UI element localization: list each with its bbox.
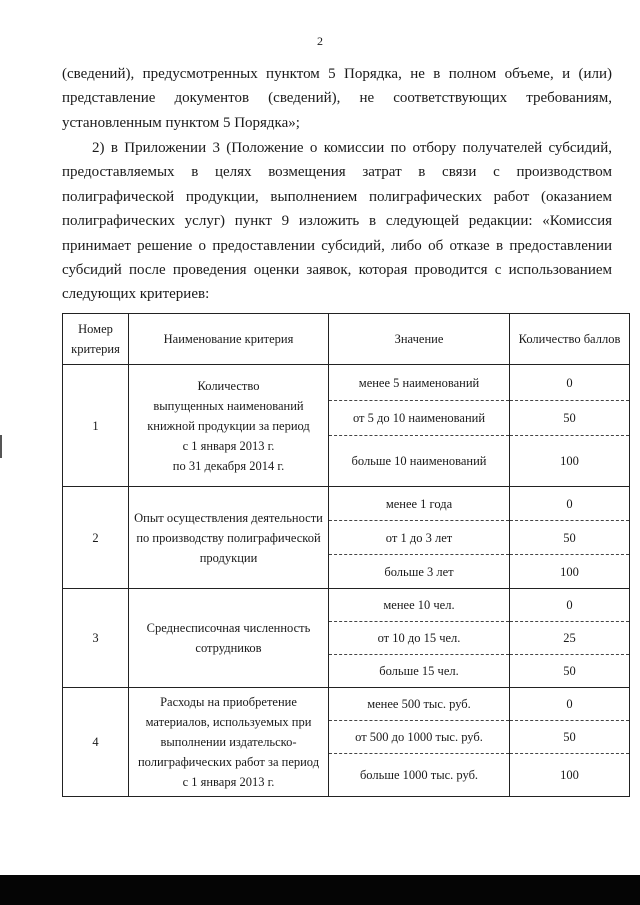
table-body bbox=[63, 365, 630, 797]
page-number: 2 bbox=[317, 34, 323, 48]
criterion-number: 2 bbox=[63, 487, 129, 589]
score-list bbox=[510, 589, 629, 687]
header-name: Наименование критерия bbox=[129, 314, 329, 365]
criterion-value: от 500 до 1000 тыс. руб. bbox=[329, 721, 509, 754]
criterion-score: 0 bbox=[510, 589, 629, 622]
criterion-value: менее 10 чел. bbox=[329, 589, 509, 622]
criterion-name-line: продукции bbox=[199, 550, 258, 565]
score-cell bbox=[510, 589, 630, 688]
paragraph-1 bbox=[62, 62, 612, 135]
criterion-number: 3 bbox=[63, 589, 129, 688]
criterion-name bbox=[129, 589, 329, 688]
value-list bbox=[329, 487, 509, 588]
criterion-name bbox=[129, 487, 329, 589]
criterion-score: 100 bbox=[560, 768, 579, 782]
criterion-score: 0 bbox=[510, 688, 629, 721]
paragraph-2 bbox=[62, 136, 612, 307]
paragraph-line: установленным пунктом 5 Порядка»; bbox=[62, 114, 300, 131]
paragraph-line: представление документов (сведений), не соответствующих требованиям, bbox=[62, 90, 612, 107]
value-cell bbox=[329, 688, 510, 797]
criterion-name-line: материалов, используемых при bbox=[145, 715, 312, 729]
table-row bbox=[63, 688, 630, 797]
paragraph-line: 2) в Приложении 3 (Положение о комиссии по отбору получателей субсидий, bbox=[92, 140, 612, 156]
criteria-table bbox=[62, 313, 630, 797]
criterion-value: от 10 до 15 чел. bbox=[329, 622, 509, 655]
criterion-score: 50 bbox=[510, 521, 629, 555]
criterion-name-line: сотрудников bbox=[195, 641, 262, 655]
criterion-score: 50 bbox=[563, 664, 576, 678]
header-score: Количество баллов bbox=[510, 314, 630, 365]
value-list bbox=[329, 365, 509, 486]
criterion-name-line: выполнении издательско- bbox=[160, 735, 297, 749]
criterion-number: 1 bbox=[63, 365, 129, 487]
value-cell bbox=[329, 365, 510, 487]
criterion-score: 25 bbox=[510, 622, 629, 655]
paragraph-line: (сведений), предусмотренных пунктом 5 Порядка, не в полном объеме, и (или) bbox=[62, 66, 612, 82]
criterion-value: больше 15 чел. bbox=[379, 664, 459, 678]
criterion-value: больше 1000 тыс. руб. bbox=[359, 768, 479, 782]
paragraph-line: полиграфических услуг) пункт 9 изложить в следующей редакции: «Комиссия bbox=[62, 213, 612, 230]
score-list bbox=[510, 365, 629, 486]
criterion-name-line: Среднесписочная численность bbox=[146, 621, 311, 635]
criterion-value: менее 1 года bbox=[329, 487, 509, 521]
criterion-value: от 1 до 3 лет bbox=[329, 521, 509, 555]
criterion-value: от 5 до 10 наименований bbox=[329, 401, 509, 436]
criterion-name bbox=[129, 688, 329, 797]
criterion-value: больше 3 лет bbox=[384, 564, 454, 579]
score-cell bbox=[510, 487, 630, 589]
paragraph-line: субсидий после проведения оценки заявок, которая проводится с использованием bbox=[62, 262, 612, 279]
criterion-name-line: книжной продукции за период bbox=[147, 418, 310, 433]
paragraph-line: предоставляемых в целях возмещения затрат в связи с производством bbox=[62, 164, 612, 181]
paragraph-line: полиграфической продукции, выполнением полиграфических работ (оказанием bbox=[62, 188, 612, 205]
criterion-number: 4 bbox=[63, 688, 129, 797]
paragraph-line: следующих критериев: bbox=[62, 286, 210, 303]
scan-edge-mark bbox=[0, 446, 2, 458]
score-cell bbox=[510, 688, 630, 797]
criterion-name-line: выпущенных наименований bbox=[153, 398, 304, 413]
value-cell bbox=[329, 487, 510, 589]
criterion-score: 50 bbox=[510, 721, 629, 754]
criterion-value: больше 10 наименований bbox=[351, 454, 487, 468]
table-header-row bbox=[63, 314, 630, 365]
criterion-score: 0 bbox=[510, 487, 629, 521]
criterion-name-line: по 31 декабря 2014 г. bbox=[172, 458, 285, 473]
criterion-name-line: по производству полиграфической bbox=[136, 530, 321, 545]
criterion-score: 50 bbox=[510, 401, 629, 436]
value-list bbox=[329, 589, 509, 687]
paragraph-line: принимает решение о предоставлении субсидий, либо об отказе в предоставлении bbox=[62, 237, 612, 254]
criterion-score: 100 bbox=[560, 454, 579, 468]
criterion-name bbox=[129, 365, 329, 487]
scan-bottom-border bbox=[0, 875, 640, 905]
criterion-name-line: Количество bbox=[197, 378, 260, 393]
criterion-score: 100 bbox=[560, 564, 579, 579]
score-cell bbox=[510, 365, 630, 487]
criterion-name-line: с 1 января 2013 г. bbox=[182, 775, 275, 789]
criterion-name-line: с 1 января 2013 г. bbox=[182, 438, 275, 453]
table-row bbox=[63, 487, 630, 589]
criterion-value: менее 5 наименований bbox=[329, 365, 509, 401]
criterion-name-line: Опыт осуществления деятельности bbox=[134, 510, 323, 525]
table-row bbox=[63, 589, 630, 688]
criterion-name-line: Расходы на приобретение bbox=[160, 695, 297, 709]
value-cell bbox=[329, 589, 510, 688]
score-list bbox=[510, 688, 629, 796]
table-row bbox=[63, 365, 630, 487]
value-list bbox=[329, 688, 509, 796]
score-list bbox=[510, 487, 629, 588]
criterion-score: 0 bbox=[510, 365, 629, 401]
criterion-value: менее 500 тыс. руб. bbox=[329, 688, 509, 721]
criterion-name-line: полиграфических работ за период bbox=[137, 755, 320, 769]
header-value: Значение bbox=[329, 314, 510, 365]
header-number: Номер критерия bbox=[63, 314, 129, 365]
